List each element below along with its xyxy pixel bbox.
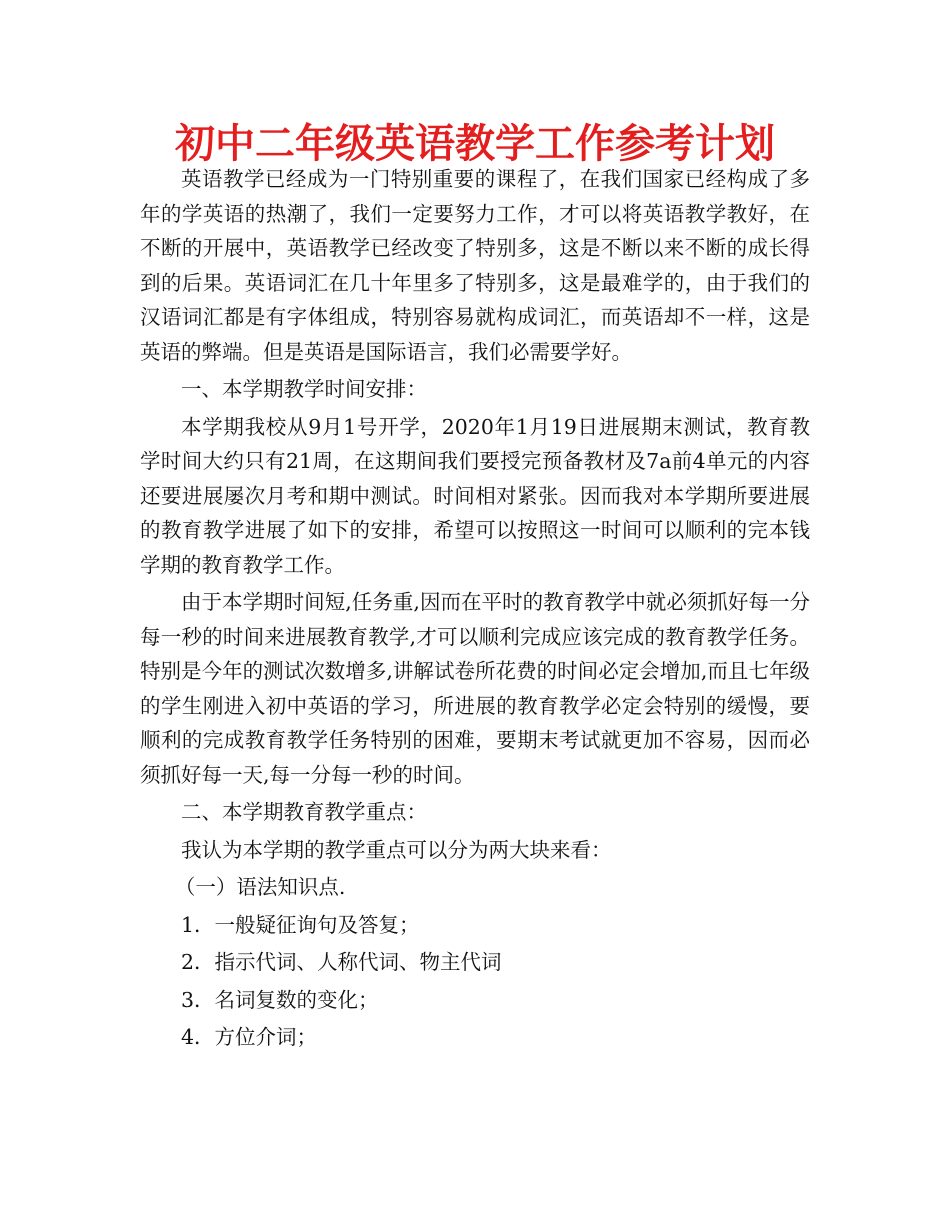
focus-intro-paragraph: 我认为本学期的教学重点可以分为两大块来看： [181,837,612,862]
list-item: 4．方位介词； [181,1025,318,1049]
section-heading-schedule: 一、本学期教学时间安排： [181,377,427,401]
list-item: 2．指示代词、人称代词、物主代词 [181,950,502,974]
intro-paragraph: 英语教学已经成为一门特别重要的课程了，在我们国家已经构成了多年的学英语的热潮了，我们一定要努力工作，才可以将英语教学教好，在不断的开展中，英语教学已经改变了特别多，这是不断以来不断的成长得到的后果。英语词汇在几十年里多了特别多，这是最难学的，由于我们的汉语词汇都是有字体组成，特别容易就构成词汇，而英语却不一样，这是英语的弊端。但是英语是国际语言，我们必需要学好。 [140,167,810,364]
document-body [140,162,810,1055]
section-heading-focus: 二、本学期教育教学重点： [181,800,427,824]
list-item: 1．一般疑征询句及答复； [181,912,420,937]
document-title: 初中二年级英语教学工作参考计划 [175,121,775,167]
list-item: 3．名词复数的变化； [181,987,379,1012]
time-paragraph: 由于本学期时间短,任务重,因而在平时的教育教学中就必须抓好每一分每一秒的时间来进展教育教学,才可以顺利完成应该完成的教育教学任务。特别是今年的测试次数增多,讲解试卷所花费的时间必定会增加,而且七年级的学生刚进入初中英语的学习，所进展的教育教学必定会特别的缓慢，要顺利的完成教育教学任务特别的困难，要期末考试就更加不容易，因而必须抓好每一天,每一分每一秒的时间。 [140,590,810,787]
subsection-grammar: （一）语法知识点. [174,875,346,899]
schedule-paragraph: 本学期我校从9月1号开学，2020年1月19日进展期末测试，教育教学时间大约只有21周，在这期间我们要授完预备教材及7a前4单元的内容还要进展屡次月考和期中测试。时间相对紧张。因而我对本学期所要进展的教育教学进展了如下的安排，希望可以按照这一时间可以顺利的完本钱学期的教育教学工作。 [140,414,810,577]
